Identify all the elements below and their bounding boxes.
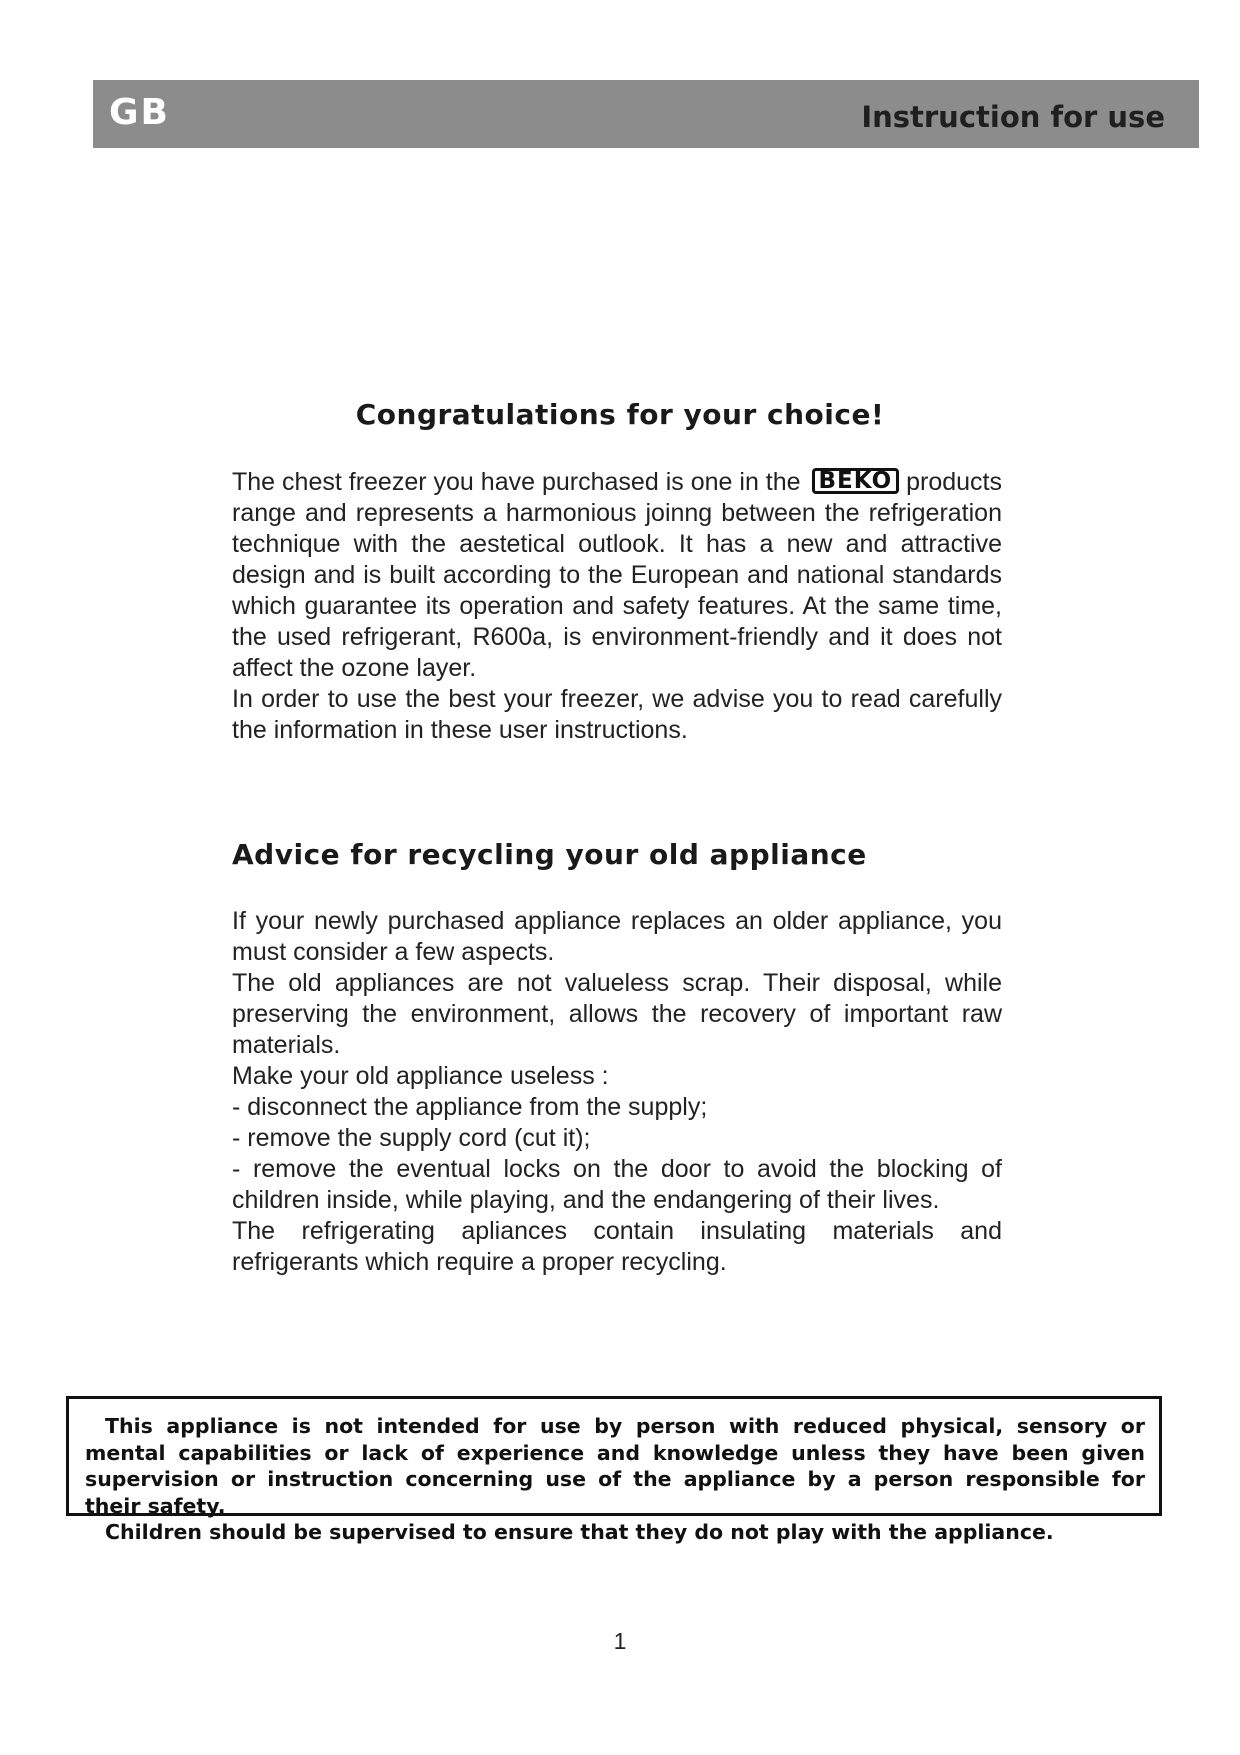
beko-logo: BEKO — [812, 468, 900, 494]
warning-text-1: This appliance is not intended for use by person with reduced physical, sensory or mental capabilities or lack of experience and knowledge unless they have been given supervision or instruction concerning use of the appliance by a person responsible for their safety. — [85, 1414, 1145, 1518]
congratulations-heading: Congratulations for your choice! — [355, 398, 885, 431]
recycling-step: - remove the supply cord (cut it); — [232, 1124, 591, 1152]
intro-lead-text: The chest freezer you have purchased is one in the — [232, 468, 801, 496]
recycling-line: The refrigerating apliances contain insulating materials and refrigerants which require a proper recycling. — [232, 1217, 1002, 1276]
recycling-step: - disconnect the appliance from the supply; — [232, 1093, 708, 1121]
header-bar — [93, 80, 1199, 148]
page-number: 1 — [613, 1628, 627, 1654]
recycling-line: The old appliances are not valueless scrap. Their disposal, while preserving the environment, allows the recovery of important raw materials. — [232, 969, 1002, 1059]
recycling-line: If your newly purchased appliance replaces an older appliance, you must consider a few aspects. — [232, 907, 1002, 966]
intro-text — [232, 467, 1002, 746]
intro-paragraph-2: In order to use the best your freezer, we advise you to read carefully the information in these user instructions. — [232, 685, 1002, 744]
intro-paragraph-1 — [232, 467, 1002, 684]
document-title: Instruction for use — [861, 100, 1165, 134]
safety-warning-box — [66, 1396, 1162, 1544]
intro-rest-text: products range and represents a harmonious joinng between the refrigeration technique with the aestetical outlook. It has a new and attractive design and is built according to the European and national standards which guarantee its operation and safety features. At the same time, the used refrigerant, R600a, is environment-friendly and it does not affect the ozone layer. — [232, 468, 1002, 682]
recycling-text — [232, 906, 1002, 1278]
recycling-heading: Advice for recycling your old appliance — [232, 838, 867, 871]
recycling-step: - remove the eventual locks on the door to avoid the blocking of children inside, while playing, and the endangering of their lives. — [232, 1155, 1002, 1214]
warning-text-2: Children should be supervised to ensure that they do not play with the appliance. — [105, 1520, 1054, 1544]
language-code: GB — [109, 92, 170, 133]
recycling-line: Make your old appliance useless : — [232, 1062, 609, 1090]
